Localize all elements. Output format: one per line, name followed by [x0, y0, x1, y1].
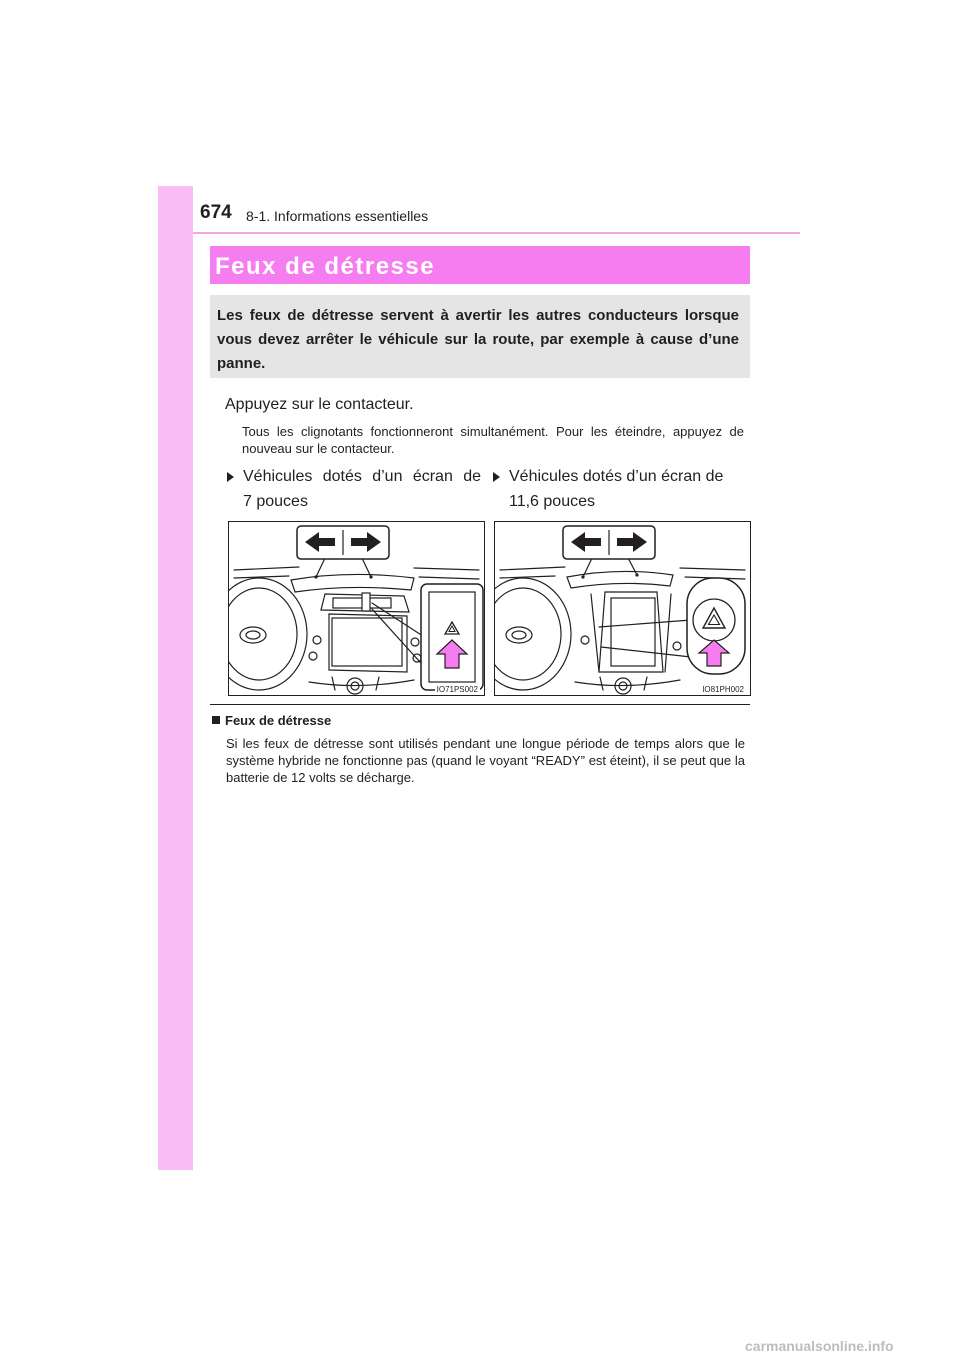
variant-11-6-inch-label: Véhicules dotés d’un écran de 11,6 pouces [509, 468, 724, 510]
variant-7-inch-line1: Véhicules dotés d’un écran de [243, 468, 481, 485]
page-title: Feux de détresse [215, 253, 436, 280]
dashboard-figure-7-inch [228, 521, 485, 696]
instruction-detail: Tous les clignotants fonctionneront simultanément. Pour les éteindre, appuyez de nouveau sur le contacteur. [242, 424, 744, 456]
intro-text: Les feux de détresse servent à avertir les autres conducteurs lorsque vous devez arrêter le véhicule sur la route, par exemple à cause d’une panne. [217, 307, 739, 372]
triangle-bullet-icon [493, 472, 500, 482]
dashboard-7-inch-illustration [229, 522, 484, 695]
page-number: 674 [200, 202, 232, 223]
dashboard-11-6-inch-illustration [495, 522, 750, 695]
variant-7-inch [243, 464, 481, 514]
square-bullet-icon [212, 716, 220, 724]
note-text: Si les feux de détresse sont utilisés pendant une longue période de temps alors que le système hybride ne fonctionne pas (quand le voyant “READY” est éteint), il se peut que la batterie de 12 volts se décharge. [226, 736, 745, 785]
variant-11-6-inch [509, 464, 747, 514]
figure-code: IO71PS002 [436, 685, 478, 694]
triangle-bullet-icon [227, 472, 234, 482]
dashboard-figure-11-6-inch [494, 521, 751, 696]
figure-divider [210, 704, 750, 705]
variant-7-inch-line2: 7 pouces [243, 493, 308, 510]
section-heading: 8-1. Informations essentielles [246, 208, 429, 224]
note-heading-text: Feux de détresse [225, 713, 332, 728]
watermark: carmanualsonline.info [745, 1338, 894, 1354]
chapter-sidebar-tab [158, 186, 193, 1170]
figure-code: IO81PH002 [702, 685, 744, 694]
hazard-button [693, 599, 735, 641]
note-heading [212, 713, 331, 728]
instruction-main: Appuyez sur le contacteur. [225, 396, 414, 413]
header-rule [193, 232, 800, 234]
